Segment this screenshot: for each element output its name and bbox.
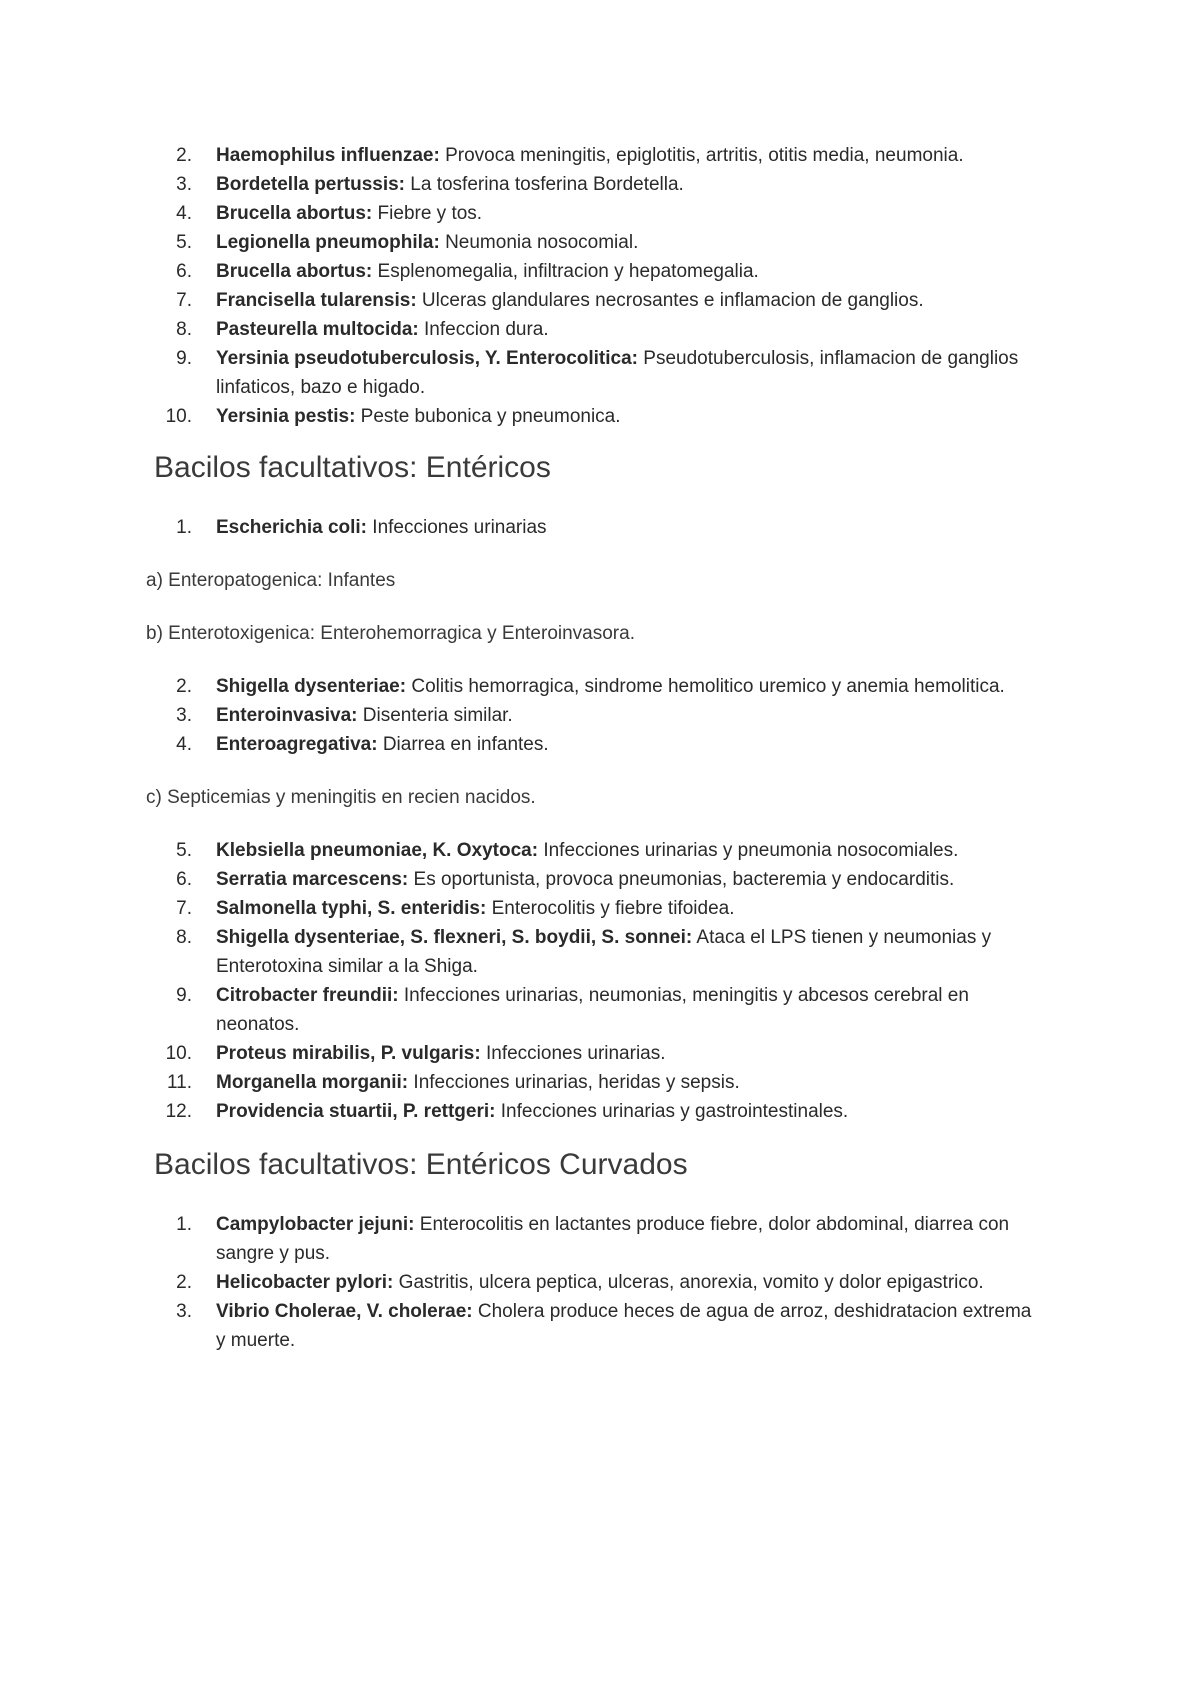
list-item [146, 1210, 1046, 1268]
paragraph-enteropathogenic: a) Enteropatogenica: Infantes [146, 570, 396, 591]
list-item-number: 7. [176, 290, 192, 311]
organism-description: Gastritis, ulcera peptica, ulceras, anorexia, vomito y dolor epigastrico. [393, 1272, 984, 1293]
organism-description: Esplenomegalia, infiltracion y hepatomegalia. [372, 261, 759, 282]
list-item-number: 9. [176, 985, 192, 1006]
organism-name: Pasteurella multocida: [216, 319, 419, 340]
list-item [146, 1097, 1046, 1126]
organism-description: Ulceras glandulares necrosantes e inflamacion de ganglios. [416, 290, 924, 311]
list-item [146, 513, 1046, 542]
organism-name: Shigella dysenteriae, S. flexneri, S. boydii, S. sonnei: [216, 927, 693, 948]
list-item [146, 894, 1046, 923]
organism-description: Infecciones urinarias y pneumonia nosocomiales. [538, 840, 959, 861]
list-item-number: 2. [176, 676, 192, 697]
organism-name: Francisella tularensis: [216, 290, 417, 311]
list-item-number: 6. [176, 261, 192, 282]
organism-name: Haemophilus influenzae: [216, 145, 440, 166]
list-item-number: 1. [176, 517, 192, 538]
bacteria-list-5 [146, 1210, 1046, 1355]
list-item [146, 701, 1046, 730]
organism-name: Legionella pneumophila: [216, 232, 440, 253]
bacteria-list-3 [146, 672, 1046, 759]
organism-name: Proteus mirabilis, P. vulgaris: [216, 1043, 481, 1064]
list-item [146, 257, 1046, 286]
list-item [146, 923, 1046, 981]
organism-name: Providencia stuartii, P. rettgeri: [216, 1101, 496, 1122]
bacteria-list-4 [146, 836, 1046, 1126]
bacteria-list-1 [146, 141, 1046, 431]
organism-name: Vibrio Cholerae, V. cholerae: [216, 1301, 473, 1322]
organism-name: Yersinia pestis: [216, 406, 356, 427]
list-item-number: 10. [165, 406, 192, 427]
organism-description: Enterocolitis en lactantes produce fiebre, dolor abdominal, diarrea con sangre y pus. [216, 1214, 1010, 1264]
section-title-curved-enterics: Bacilos facultativos: Entéricos Curvados [154, 1148, 688, 1181]
organism-name: Bordetella pertussis: [216, 174, 405, 195]
organism-description: Peste bubonica y pneumonica. [355, 406, 621, 427]
list-item-number: 1. [176, 1214, 192, 1235]
list-item [146, 170, 1046, 199]
organism-name: Serratia marcescens: [216, 869, 409, 890]
organism-name: Enteroinvasiva: [216, 705, 358, 726]
organism-description: La tosferina tosferina Bordetella. [405, 174, 684, 195]
organism-name: Klebsiella pneumoniae, K. Oxytoca: [216, 840, 539, 861]
list-item-number: 8. [176, 927, 192, 948]
list-item [146, 1268, 1046, 1297]
organism-description: Fiebre y tos. [372, 203, 483, 224]
list-item-number: 7. [176, 898, 192, 919]
list-item-number: 4. [176, 734, 192, 755]
list-item [146, 730, 1046, 759]
organism-description: Ataca el LPS tienen y neumonias y Enterotoxina similar a la Shiga. [216, 927, 992, 977]
organism-name: Campylobacter jejuni: [216, 1214, 415, 1235]
list-item-number: 6. [176, 869, 192, 890]
list-item-number: 11. [166, 1072, 192, 1093]
bacteria-list-2 [146, 513, 1046, 542]
organism-description: Cholera produce heces de agua de arroz, deshidratacion extrema y muerte. [216, 1301, 1032, 1351]
list-item-number: 12. [165, 1101, 192, 1122]
list-item [146, 836, 1046, 865]
list-item-number: 5. [176, 232, 192, 253]
organism-name: Brucella abortus: [216, 261, 373, 282]
list-item-number: 3. [176, 705, 192, 726]
list-item [146, 228, 1046, 257]
organism-description: Enterocolitis y fiebre tifoidea. [486, 898, 735, 919]
list-item-number: 2. [176, 1272, 192, 1293]
organism-description: Pseudotuberculosis, inflamacion de ganglios linfaticos, bazo e higado. [216, 348, 1019, 398]
list-item-number: 8. [176, 319, 192, 340]
organism-name: Citrobacter freundii: [216, 985, 399, 1006]
list-item [146, 672, 1046, 701]
list-item [146, 1039, 1046, 1068]
list-item-number: 3. [176, 174, 192, 195]
organism-name: Escherichia coli: [216, 517, 368, 538]
list-item-number: 10. [165, 1043, 192, 1064]
list-item [146, 865, 1046, 894]
organism-description: Infecciones urinarias y gastrointestinales. [495, 1101, 849, 1122]
organism-description: Colitis hemorragica, sindrome hemolitico uremico y anemia hemolitica. [406, 676, 1005, 697]
organism-description: Infecciones urinarias [367, 517, 547, 538]
list-item [146, 1068, 1046, 1097]
organism-description: Disenteria similar. [357, 705, 513, 726]
list-item [146, 141, 1046, 170]
organism-description: Es oportunista, provoca pneumonias, bacteremia y endocarditis. [408, 869, 955, 890]
list-item [146, 1297, 1046, 1355]
section-title-enterics: Bacilos facultativos: Entéricos [154, 451, 551, 484]
organism-name: Brucella abortus: [216, 203, 373, 224]
organism-description: Provoca meningitis, epiglotitis, artritis, otitis media, neumonia. [439, 145, 964, 166]
list-item-number: 3. [176, 1301, 192, 1322]
organism-name: Yersinia pseudotuberculosis, Y. Enterocolitica: [216, 348, 638, 369]
list-item [146, 286, 1046, 315]
organism-name: Shigella dysenteriae: [216, 676, 407, 697]
list-item [146, 199, 1046, 228]
list-item-number: 9. [176, 348, 192, 369]
organism-description: Neumonia nosocomial. [439, 232, 639, 253]
organism-description: Infecciones urinarias, neumonias, meningitis y abcesos cerebral en neonatos. [216, 985, 969, 1035]
organism-description: Infeccion dura. [418, 319, 549, 340]
organism-description: Infecciones urinarias, heridas y sepsis. [408, 1072, 740, 1093]
list-item [146, 402, 1046, 431]
organism-name: Morganella morganii: [216, 1072, 409, 1093]
document-content [146, 141, 1046, 1355]
list-item-number: 4. [176, 203, 192, 224]
list-item [146, 981, 1046, 1039]
paragraph-septicemias: c) Septicemias y meningitis en recien nacidos. [146, 787, 536, 808]
organism-name: Enteroagregativa: [216, 734, 378, 755]
organism-description: Infecciones urinarias. [480, 1043, 666, 1064]
list-item-number: 5. [176, 840, 192, 861]
list-item [146, 315, 1046, 344]
list-item-number: 2. [176, 145, 192, 166]
list-item [146, 344, 1046, 402]
organism-name: Salmonella typhi, S. enteridis: [216, 898, 487, 919]
organism-name: Helicobacter pylori: [216, 1272, 394, 1293]
organism-description: Diarrea en infantes. [377, 734, 549, 755]
paragraph-enterotoxigenic: b) Enterotoxigenica: Enterohemorragica y Enteroinvasora. [146, 623, 635, 644]
